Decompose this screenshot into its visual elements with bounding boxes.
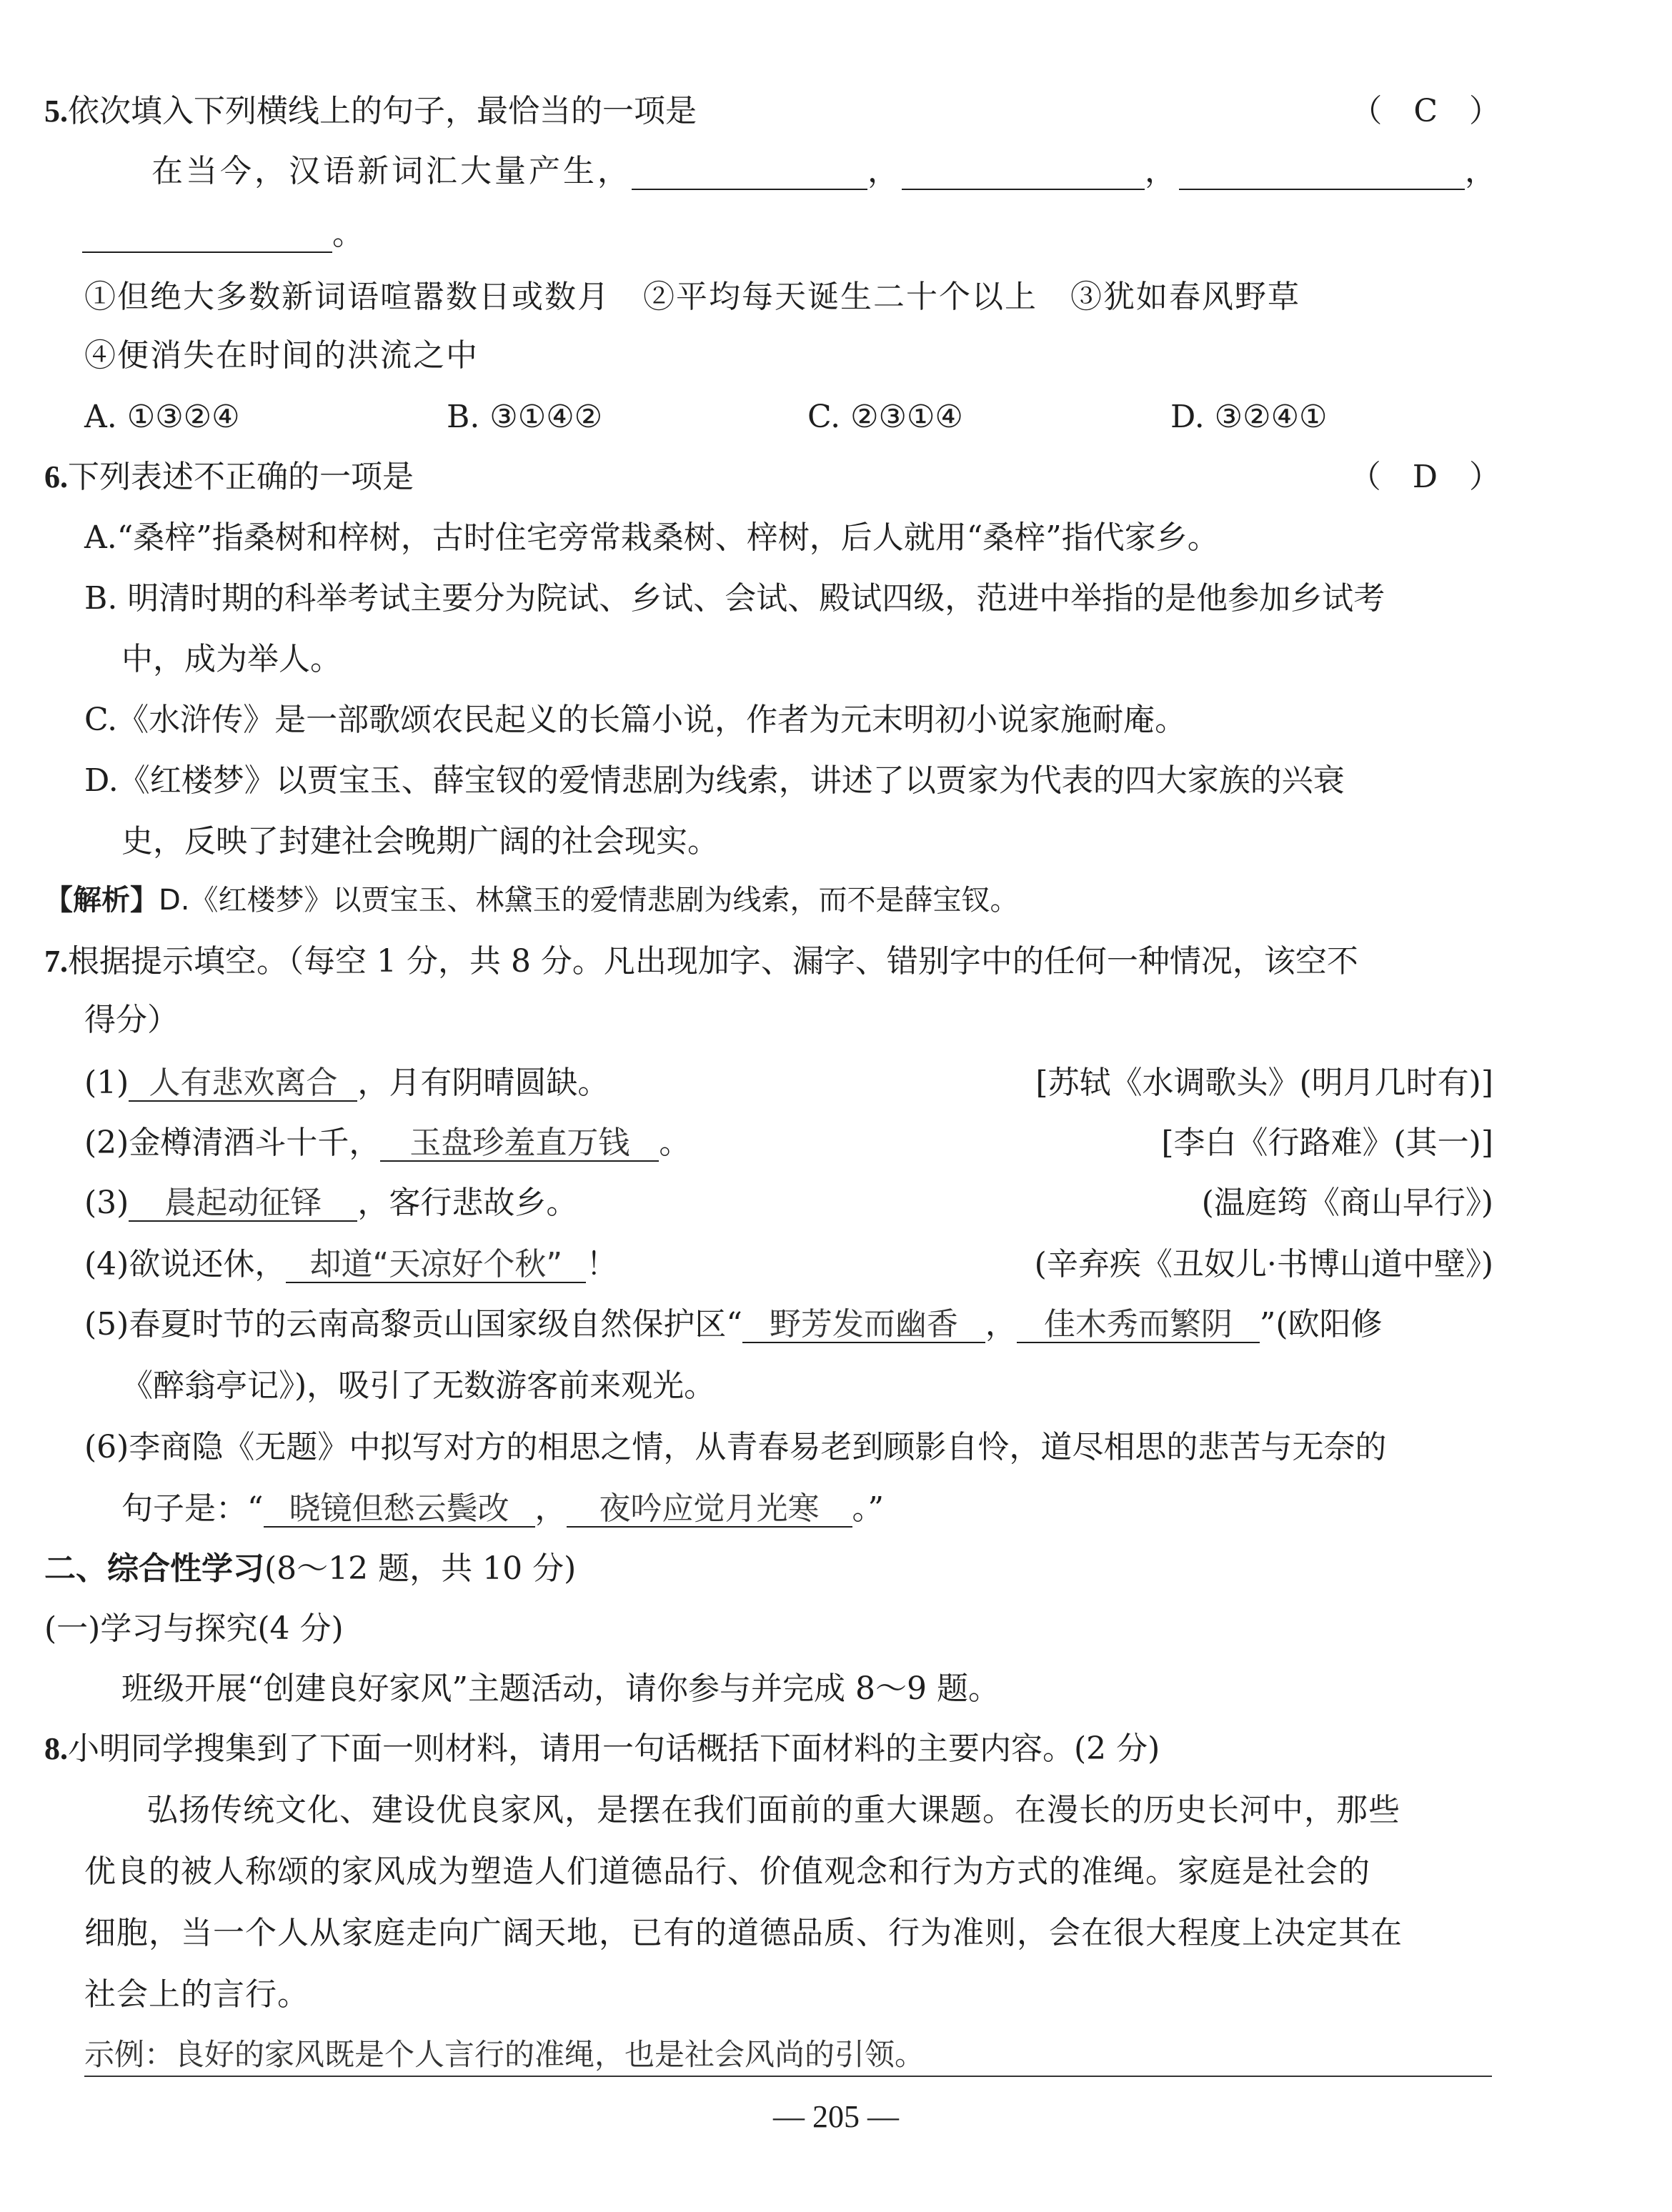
- q7-item-1: [84, 1063, 609, 1102]
- q7-item-3-text: ，客行悲故乡。: [357, 1185, 578, 1221]
- q8-material-line-4: 社会上的言行。: [84, 1976, 309, 2013]
- q5-comma-3: ，: [1465, 153, 1499, 189]
- q8-answer: 示例：良好的家风既是个人言行的准绳，也是社会风尚的引领。: [84, 2037, 925, 2072]
- q5-blank-2: [902, 154, 1145, 190]
- q5-stem-line: [44, 91, 697, 131]
- q7-item-6-end: 。”: [852, 1490, 884, 1527]
- q5-choice-d: D. ③②④①: [1170, 399, 1328, 435]
- q5-blank-4-line: [82, 214, 364, 254]
- q7-item-6-line-2: [121, 1489, 884, 1528]
- q7-item-6-line-1: (6)李商隐《无题》中拟写对方的相思之情，从青春易老到顾影自怜，道尽相思的悲苦与无奈的: [84, 1429, 1387, 1465]
- q6-analysis: [44, 882, 1019, 918]
- q8-stem-line: [44, 1729, 1160, 1768]
- q8-material-line-2: 优良的被人称颂的家风成为塑造人们道德品行、价值观念和行为方式的准绳。家庭是社会的: [84, 1853, 1370, 1890]
- page-number: — 205 —: [773, 2099, 899, 2134]
- q6-number: 6.: [44, 459, 68, 494]
- q6-option-a: A.“桑梓”指桑树和梓树，古时住宅旁常栽桑树、梓树，后人就用“桑梓”指代家乡。: [84, 519, 1219, 556]
- q5-blank-3: [1179, 154, 1465, 190]
- q7-item-6-answer-2: 夜吟应觉月光寒: [567, 1492, 852, 1528]
- q5-options-line-1: ①但绝大多数新词语喧嚣数日或数月 ②平均每天诞生二十个以上 ③犹如春风野草: [84, 279, 1300, 315]
- q5-sentence-line: [151, 151, 1499, 191]
- q7-item-6-comma: ，: [534, 1490, 567, 1527]
- q6-analysis-text: D.《红楼梦》以贾宝玉、林黛玉的爱情悲剧为线索，而不是薛宝钗。: [159, 884, 1019, 917]
- q7-item-1-source: [苏轼《水调歌头》(明月几时有)]: [1035, 1065, 1493, 1101]
- q7-item-2-end: 。: [659, 1125, 691, 1161]
- q7-item-6-text: 句子是：“: [121, 1490, 264, 1527]
- q6-stem-line: [44, 457, 414, 497]
- q6-analysis-tag: 【解析】: [44, 884, 159, 917]
- q7-item-2-text: (2)金樽清酒斗十千，: [84, 1125, 381, 1161]
- q7-stem-line-1: [44, 942, 1358, 981]
- q6-stem: 下列表述不正确的一项是: [68, 459, 414, 495]
- q5-choice-c: C. ②③①④: [807, 399, 963, 435]
- q5-stem: 依次填入下列横线上的句子，最恰当的一项是: [68, 93, 697, 129]
- section-2-note: (8～12 题，共 10 分): [264, 1550, 577, 1587]
- q8-material-line-1: 弘扬传统文化、建设优良家风，是摆在我们面前的重大课题。在漫长的历史长河中，那些: [146, 1792, 1400, 1828]
- q5-options-line-2: ④便消失在时间的洪流之中: [84, 337, 479, 374]
- q7-item-4-source: (辛弃疾《丑奴儿·书博山道中壁》): [1034, 1246, 1493, 1282]
- section-2-heading: [44, 1549, 576, 1588]
- q7-item-4-text: (4)欲说还休，: [84, 1246, 287, 1282]
- q7-stem-1: 根据提示填空。（每空 1 分，共 8 分。凡出现加字、漏字、错别字中的任何一种情况，该空不: [68, 943, 1358, 980]
- q6-option-d-line-1: D.《红楼梦》以贾宝玉、薛宝钗的爱情悲剧为线索，讲述了以贾家为代表的四大家族的兴衰: [84, 762, 1345, 799]
- q7-item-2-source: [李白《行路难》(其一)]: [1161, 1125, 1493, 1161]
- q7-item-5-line-1: [84, 1305, 1383, 1344]
- q8-material-line-3: 细胞，当一个人从家庭走向广阔天地，已有的道德品质、行为准则，会在很大程度上决定其在: [84, 1915, 1403, 1951]
- q5-answer: （ C ）: [1350, 93, 1501, 129]
- q8-number: 8.: [44, 1731, 68, 1766]
- q5-blank-4: [82, 217, 332, 253]
- q5-blank-1: [632, 154, 867, 190]
- q6-option-d-line-2: 史，反映了封建社会晚期广阔的社会现实。: [121, 823, 719, 860]
- q7-item-1-num: (1): [84, 1065, 129, 1101]
- q5-comma-2: ，: [1145, 153, 1179, 189]
- q7-item-5-answer-2: 佳木秀而繁阴: [1017, 1307, 1260, 1343]
- section-2-intro: 班级开展“创建良好家风”主题活动，请你参与并完成 8～9 题。: [121, 1670, 1000, 1707]
- q5-sentence-start: 在当今，汉语新词汇大量产生，: [151, 153, 632, 189]
- q7-item-1-text: ，月有阴晴圆缺。: [357, 1065, 609, 1101]
- q8-stem: 小明同学搜集到了下面一则材料，请用一句话概括下面材料的主要内容。(2 分): [68, 1730, 1160, 1767]
- q6-option-c: C.《水浒传》是一部歌颂农民起义的长篇小说，作者为元末明初小说家施耐庵。: [84, 702, 1187, 738]
- q7-item-3-answer: 晨起动征铎: [129, 1186, 357, 1222]
- q5-choice-a: A. ①③②④: [84, 399, 240, 435]
- q7-item-1-answer: 人有悲欢离合: [129, 1066, 357, 1102]
- q8-answer-line: [84, 2076, 1492, 2077]
- q5-choice-b: B. ③①④②: [447, 399, 603, 435]
- q7-item-4-end: ！: [586, 1246, 618, 1282]
- q7-item-2-answer: 玉盘珍羞直万钱: [380, 1126, 659, 1162]
- q5-comma-1: ，: [867, 153, 902, 189]
- q7-item-2: [84, 1123, 690, 1162]
- q6-answer: （ D ）: [1349, 459, 1501, 495]
- section-2-title: 二、综合性学习: [44, 1550, 264, 1587]
- q7-item-3: [84, 1183, 577, 1222]
- q7-item-6-answer-1: 晓镜但愁云鬓改: [264, 1492, 535, 1528]
- q7-stem-line-2: 得分）: [84, 1002, 179, 1038]
- q7-item-3-source: (温庭筠《商山早行》): [1201, 1185, 1493, 1221]
- q7-item-5-comma: ，: [985, 1306, 1017, 1342]
- q7-item-5-answer-1: 野芳发而幽香: [742, 1307, 985, 1343]
- q7-item-4-answer: 却道“天凉好个秋”: [286, 1247, 586, 1283]
- q6-option-b-line-2: 中，成为举人。: [121, 641, 342, 677]
- q7-item-5-text: (5)春夏时节的云南高黎贡山国家级自然保护区“: [84, 1306, 742, 1342]
- q7-item-3-num: (3): [84, 1185, 129, 1221]
- q6-option-b-line-1: B. 明清时期的科举考试主要分为院试、乡试、会试、殿试四级，范进中举指的是他参加乡试考: [84, 580, 1385, 617]
- q7-item-4: [84, 1245, 617, 1284]
- q7-number: 7.: [44, 944, 68, 979]
- section-2-subheading: (一)学习与探究(4 分): [44, 1610, 344, 1647]
- q5-number: 5.: [44, 94, 68, 129]
- q5-end-mark: 。: [332, 216, 364, 252]
- q7-item-5-source-start: ”(欧阳修: [1259, 1306, 1383, 1342]
- q7-item-5-line-2: 《醉翁亭记》)，吸引了无数游客前来观光。: [121, 1367, 716, 1404]
